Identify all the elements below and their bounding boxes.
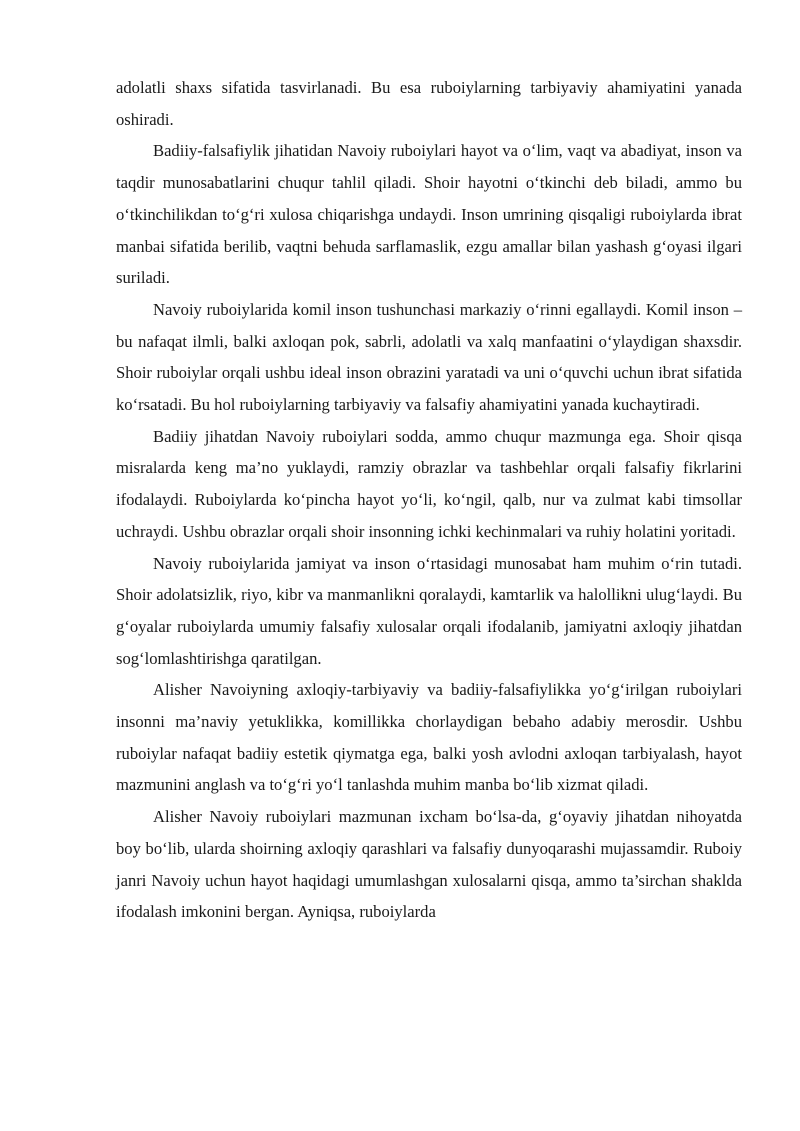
paragraph-conciseness: Alisher Navoiy ruboiylari mazmunan ixcham bo‘lsa-da, g‘oyaviy jihatdan nihoyatda boy bo‘lib, ularda shoirning axloqiy qarashlari va falsafiy dunyoqarashi mujassamdir. Ruboiy janri Navoiy uchun hayot haqidagi umumlashgan xulosalarni qisqa, ammo ta’sirchan shaklda ifodalash imkonini bergan. Ayniqsa, ruboiylarda bbox=[116, 807, 742, 922]
paragraph-continuation: adolatli shaxs sifatida tasvirlanadi. Bu esa ruboiylarning tarbiyaviy ahamiyatini yanada oshiradi. bbox=[116, 78, 742, 129]
paragraph-moral-legacy: Alisher Navoiyning axloqiy-tarbiyaviy va badiiy-falsafiylikka yo‘g‘irilgan ruboiylari insonni ma’naviy yetuklikka, komillikka chorlaydigan bebaho adabiy merosdir. Ushbu ruboiylar nafaqat badiiy estetik qiymatga ega, balki yosh avlodni axloqan tarbiyalash, hayot mazmunini anglash va to‘g‘ri yo‘l tanlashda muhim manba bo‘lib xizmat qiladi. bbox=[116, 680, 742, 795]
document-body bbox=[116, 72, 742, 928]
paragraph-perfect-person: Navoiy ruboiylarida komil inson tushunchasi markaziy o‘rinni egallaydi. Komil inson – bu nafaqat ilmli, balki axloqan pok, sabrli, adolatli va xalq manfaatini o‘ylaydigan shaxsdir. Shoir ruboiylar orqali ushbu ideal inson obrazini yaratadi va uni o‘quvchi uchun ibrat sifatida ko‘rsatadi. Bu hol ruboiylarning tarbiyaviy va falsafiy ahamiyatini yanada kuchaytiradi. bbox=[116, 299, 742, 415]
paragraph-artistic-aspect: Badiiy jihatdan Navoiy ruboiylari sodda, ammo chuqur mazmunga ega. Shoir qisqa misralarda keng ma’no yuklaydi, ramziy obrazlar va tashbehlar orqali falsafiy fikrlarini ifodalaydi. Ruboiylarda ko‘pincha hayot yo‘li, ko‘ngil, qalb, nur va zulmat kabi timsollar uchraydi. Ushbu obrazlar orqali shoir insonning ichki kechinmalari va ruhiy holatini yoritadi. bbox=[116, 426, 742, 541]
paragraph-society-and-person: Navoiy ruboiylarida jamiyat va inson o‘rtasidagi munosabat ham muhim o‘rin tutadi. Shoir adolatsizlik, riyo, kibr va manmanlikni qoralaydi, kamtarlik va halollikni ulug‘laydi. Bu g‘oyalar ruboiylarda umumiy falsafiy xulosalar orqali ifodalanib, jamiyatni axloqiy jihatdan sog‘lomlashtirishga qaratilgan. bbox=[116, 553, 742, 668]
paragraph-philosophical-aspect: Badiiy-falsafiylik jihatidan Navoiy ruboiylari hayot va o‘lim, vaqt va abadiyat, inson va taqdir munosabatlarini chuqur tahlil qiladi. Shoir hayotni o‘tkinchi deb biladi, ammo bu o‘tkinchilikdan to‘g‘ri xulosa chiqarishga undaydi. Inson umrining qisqaligi ruboiylarda ibrat manbai sifatida berilib, vaqtni behuda sarflamaslik, ezgu amallar bilan yashash g‘oyasi ilgari suriladi. bbox=[116, 141, 742, 288]
